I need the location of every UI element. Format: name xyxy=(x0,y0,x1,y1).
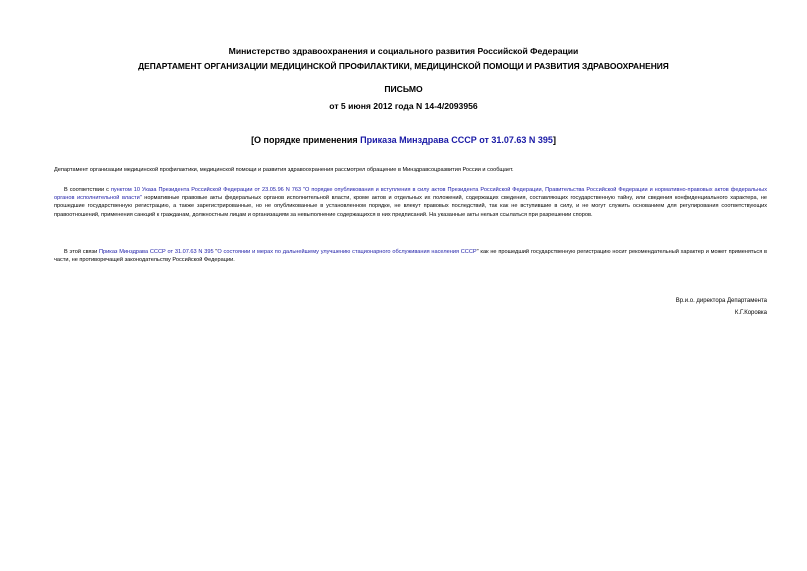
ministry-title: Министерство здравоохранения и социального развития Российской Федерации xyxy=(228,46,579,56)
p2-text-rest: нормативные правовые акты федеральных органов исполнительной власти, кроме актов и отдельных их положений, содержащих сведения, составляющих государственную тайну, или сведения конфиденциального характера, не прошедшие государственную регистрацию, а также зарегистрированные, но не опубликованные в установленном порядке, не влекут правовых последствий, так как не вступившие в силу, и не могут служить основанием для регулирования соответствующих правоотношений, применения санкций к гражданам, должностным лицам и организациям за невыполнение содержащихся в них предписаний. На указанные акты нельзя ссылаться при разрешении споров. xyxy=(54,195,767,218)
subject-prefix: [О порядке применения xyxy=(251,135,361,145)
signatory-position: Вр.и.о. директора Департамента xyxy=(675,298,767,304)
paragraph-conclusion xyxy=(54,248,767,264)
p3-order-title-link[interactable]: О состоянии и мерах по дальнейшему улучшению стационарного обслуживания населения СССР xyxy=(217,249,477,255)
p2-decree-link[interactable]: пунктом 10 Указа Президента Российской Федерации от 23.05.96 N 763 "О порядке опубликования и вступления в силу актов Президента Российской Федерации, Правительства Российской Федерации и нормативно-правовых актов федеральных органов исполнительной власти" xyxy=(54,187,767,202)
document-date-number: от 5 июня 2012 года N 14-4/2093956 xyxy=(329,101,478,111)
document-type: ПИСЬМО xyxy=(384,84,423,94)
p2-text-start: В соответствии с xyxy=(64,187,111,193)
subject-link[interactable]: Приказа Минздрава СССР от 31.07.63 N 395 xyxy=(360,135,553,145)
paragraph-intro: Департамент организации медицинской профилактики, медицинской помощи и развития здравоохранения рассмотрел обращение в Минздравсоцразвития России и сообщает. xyxy=(54,167,514,173)
subject-suffix: ] xyxy=(552,135,556,145)
signatory-name: К.Г.Коровка xyxy=(734,310,767,316)
department-title: ДЕПАРТАМЕНТ ОРГАНИЗАЦИИ МЕДИЦИНСКОЙ ПРОФИЛАКТИКИ, МЕДИЦИНСКОЙ ПОМОЩИ И РАЗВИТИЯ ЗДРАВООХРАНЕНИЯ xyxy=(138,61,669,71)
paragraph-regulation xyxy=(54,186,767,219)
p3-order-link[interactable]: Приказ Минздрава СССР от 31.07.63 N 395 xyxy=(99,249,214,255)
p3-text-start: В этой связи xyxy=(64,249,100,255)
p3-text-rest: " как не прошедший государственную регистрацию носит рекомендательный характер и может применяться в части, не противоречащей законодательству Российской Федерации. xyxy=(54,249,767,264)
p3-quote-open: " xyxy=(213,249,218,255)
document-subject xyxy=(0,135,807,145)
